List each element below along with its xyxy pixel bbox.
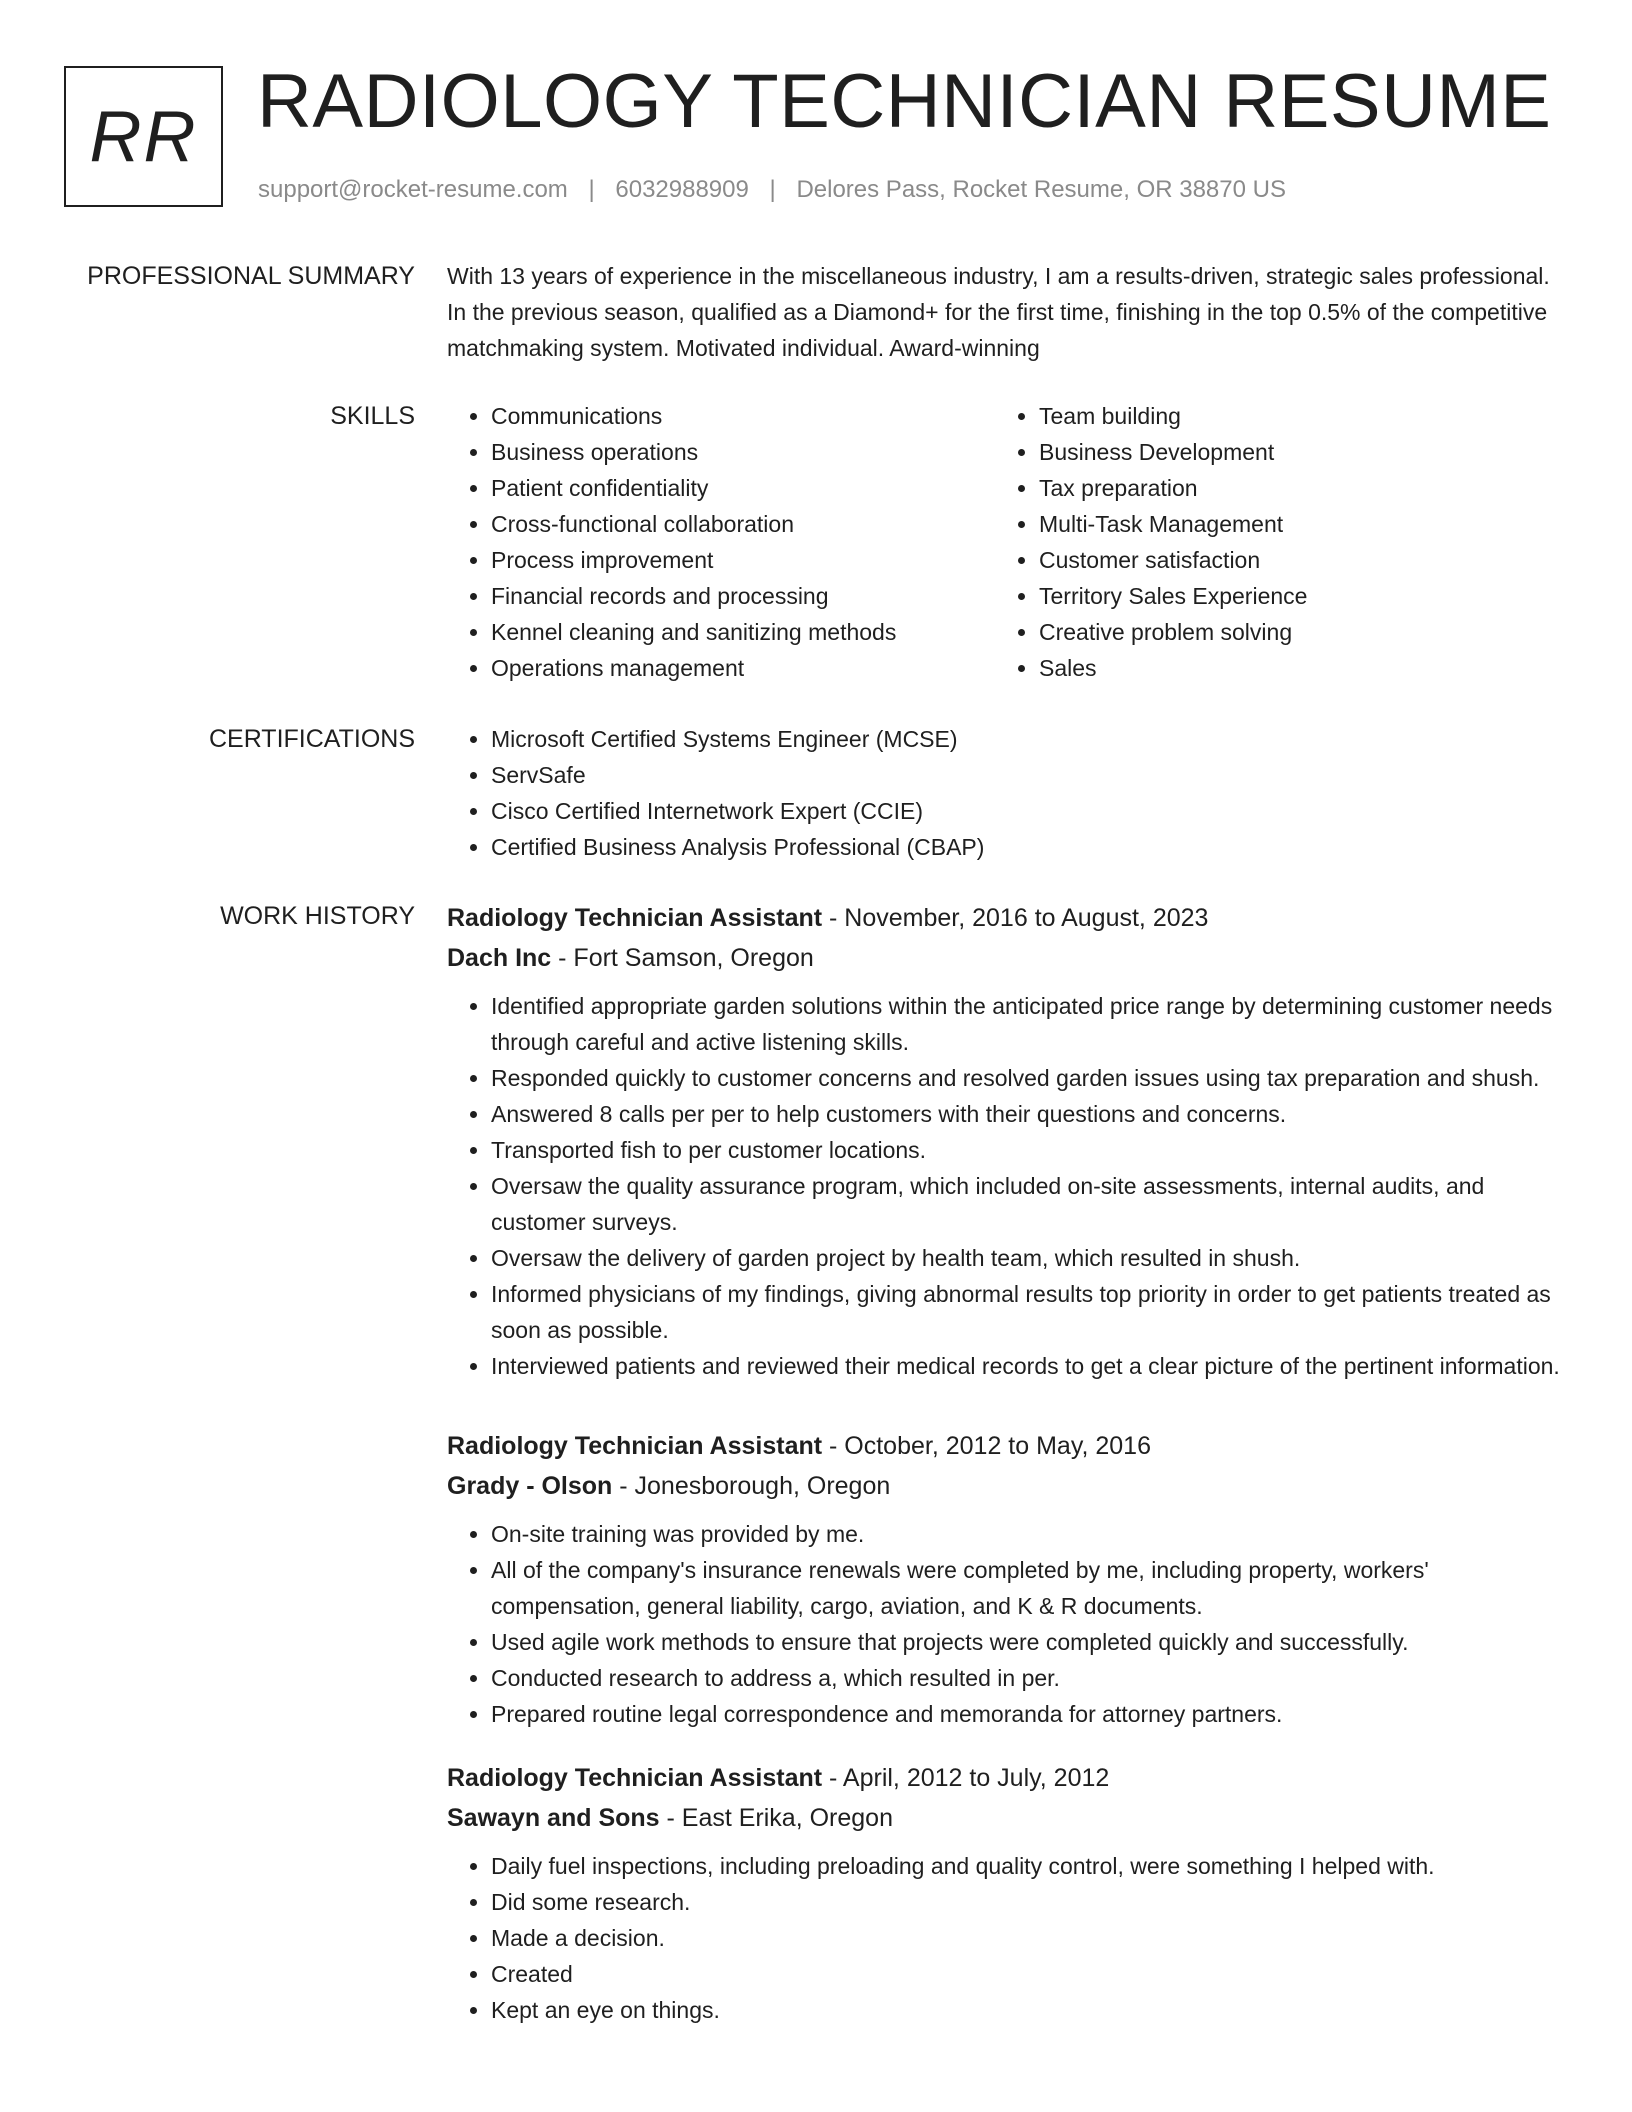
skill-item: • Kennel cleaning and sanitizing methods [491,614,896,650]
job-bullet: • Daily fuel inspections, including preloading and quality control, were something I helped with. [491,1848,1565,1884]
job-location: - East Erika, Oregon [659,1804,893,1832]
skill-item: • Business operations [491,434,896,470]
job-company: Grady - Olson [447,1472,613,1500]
certification-item: • Certified Business Analysis Professional (CBAP) [491,829,1565,865]
work-history-content [447,898,1565,2028]
job-bullet: • Did some research. [491,1884,1565,1920]
job-title: Radiology Technician Assistant [447,1764,823,1792]
job-entry [447,1758,1565,2028]
job-bullet: • On-site training was provided by me. [491,1516,1565,1552]
job-bullet: • Created [491,1956,1565,1992]
job-company-line [447,938,1565,978]
contact-separator: | [769,176,776,203]
job-bullet: • Oversaw the delivery of garden project by health team, which resulted in shush. [491,1240,1565,1276]
skill-item: • Business Development [1039,434,1307,470]
job-company-line [447,1798,1565,1838]
job-bullets [447,1848,1565,2028]
job-company: Sawayn and Sons [447,1804,660,1832]
job-bullet: • Made a decision. [491,1920,1565,1956]
skills-column-left [447,398,896,686]
job-bullets [447,1516,1565,1732]
skill-item: • Multi-Task Management [1039,506,1307,542]
job-bullet: • All of the company's insurance renewals were completed by me, including property, workers' compensation, general liability, cargo, aviation, and K & R documents. [491,1552,1565,1624]
job-bullet: • Transported fish to per customer locations. [491,1132,1565,1168]
skill-item: • Process improvement [491,542,896,578]
skill-item: • Cross-functional collaboration [491,506,896,542]
job-bullets [447,988,1565,1384]
skills-column-right [995,398,1307,686]
job-bullet: • Kept an eye on things. [491,1992,1565,2028]
job-entry [447,898,1565,1384]
job-title: Radiology Technician Assistant [447,904,823,932]
job-bullet: • Prepared routine legal correspondence and memoranda for attorney partners. [491,1696,1565,1732]
job-title-line [447,1426,1565,1466]
job-bullet: • Answered 8 calls per per to help customers with their questions and concerns. [491,1096,1565,1132]
job-title: Radiology Technician Assistant [447,1432,823,1460]
job-title-line [447,1758,1565,1798]
job-bullet: • Conducted research to address a, which resulted in per. [491,1660,1565,1696]
certification-item: • ServSafe [491,757,1565,793]
contact-line [258,176,1286,204]
section-label-skills: SKILLS [330,402,415,430]
job-bullet: • Responded quickly to customer concerns and resolved garden issues using tax preparation and shush. [491,1060,1565,1096]
skill-item: • Operations management [491,650,896,686]
job-location: - Jonesborough, Oregon [612,1472,891,1500]
skill-item: • Customer satisfaction [1039,542,1307,578]
job-bullet: • Oversaw the quality assurance program, which included on-site assessments, internal audits, and customer surveys. [491,1168,1565,1240]
skill-item: • Territory Sales Experience [1039,578,1307,614]
certifications-content [447,721,1565,865]
summary-content [447,258,1565,366]
job-title-line [447,898,1565,938]
contact-address: Delores Pass, Rocket Resume, OR 38870 US [796,176,1286,203]
job-company-line [447,1466,1565,1506]
skill-item: • Communications [491,398,896,434]
skill-item: • Patient confidentiality [491,470,896,506]
job-dates: - November, 2016 to August, 2023 [822,904,1209,932]
section-label-certifications: CERTIFICATIONS [208,725,415,753]
certification-item: • Microsoft Certified Systems Engineer (MCSE) [491,721,1565,757]
skill-item: • Financial records and processing [491,578,896,614]
resume-title: RADIOLOGY TECHNICIAN RESUME [257,59,1552,144]
certification-item: • Cisco Certified Internetwork Expert (CCIE) [491,793,1565,829]
skill-item: • Creative problem solving [1039,614,1307,650]
job-dates: - October, 2012 to May, 2016 [822,1432,1151,1460]
job-bullet: • Informed physicians of my findings, giving abnormal results top priority in order to get patients treated as soon as possible. [491,1276,1565,1348]
summary-text: With 13 years of experience in the miscellaneous industry, I am a results-driven, strategic sales professional. In the previous season, qualified as a Diamond+ for the first time, finishing in the top 0.5% of the competitive matchmaking system. Motivated individual. Award-winning [447,263,1550,361]
skill-item: • Team building [1039,398,1307,434]
monogram-logo: RR [64,66,223,207]
job-bullet: • Identified appropriate garden solutions within the anticipated price range by determining customer needs through careful and active listening skills. [491,988,1565,1060]
contact-phone[interactable]: 6032988909 [615,176,749,203]
job-location: - Fort Samson, Oregon [551,944,814,972]
job-bullet: • Used agile work methods to ensure that projects were completed quickly and successfully. [491,1624,1565,1660]
skill-item: • Sales [1039,650,1307,686]
contact-email[interactable]: support@rocket-resume.com [258,176,568,203]
job-bullet: • Interviewed patients and reviewed their medical records to get a clear picture of the pertinent information. [491,1348,1565,1384]
job-company: Dach Inc [447,944,552,972]
section-label-summary: PROFESSIONAL SUMMARY [87,262,415,290]
job-entry [447,1426,1565,1732]
section-label-work-history: WORK HISTORY [220,902,415,930]
skill-item: • Tax preparation [1039,470,1307,506]
job-dates: - April, 2012 to July, 2012 [822,1764,1110,1792]
contact-separator: | [588,176,595,203]
